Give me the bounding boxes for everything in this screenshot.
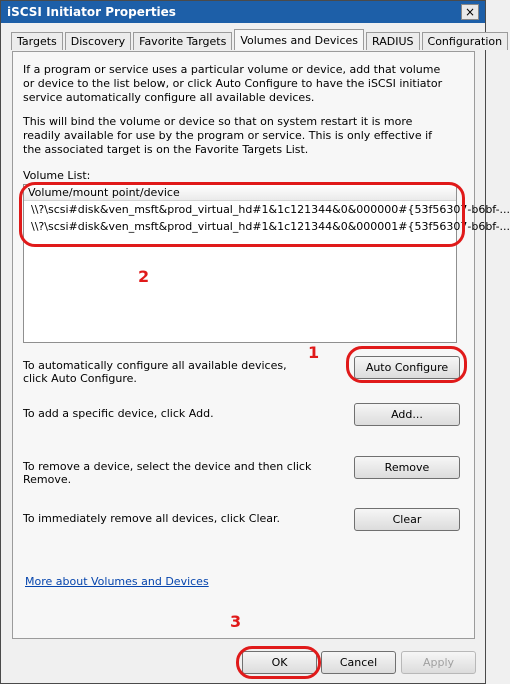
more-about-volumes-link[interactable]: More about Volumes and Devices	[25, 575, 209, 588]
volume-list-column-header[interactable]: Volume/mount point/device	[24, 185, 456, 201]
annotation-marker-2: 2	[138, 267, 150, 286]
tab-discovery[interactable]: Discovery	[65, 32, 131, 50]
apply-button[interactable]: Apply	[401, 651, 476, 674]
intro-paragraph: If a program or service uses a particular volume or device, add that volume or device to the list below, or click Auto Configure to have the iSCSI initiator service automatically configure all available devices.	[23, 63, 443, 104]
auto-configure-text: To automatically configure all available devices, click Auto Configure.	[23, 359, 287, 385]
add-text: To add a specific device, click Add.	[23, 407, 214, 420]
tab-strip	[11, 32, 510, 51]
remove-button[interactable]: Remove	[354, 456, 460, 479]
close-button[interactable]	[461, 4, 479, 20]
clear-text: To immediately remove all devices, click Clear.	[23, 512, 281, 525]
annotation-oval-auto-configure	[346, 346, 467, 383]
clear-button[interactable]: Clear	[354, 508, 460, 531]
remove-text: To remove a device, select the device and then click Remove.	[23, 460, 312, 486]
auto-configure-button[interactable]: Auto Configure	[354, 356, 460, 379]
window-title: iSCSI Initiator Properties	[7, 5, 176, 19]
add-button[interactable]: Add...	[354, 403, 460, 426]
cancel-button[interactable]: Cancel	[321, 651, 396, 674]
list-item[interactable]: \\?\scsi#disk&ven_msft&prod_virtual_hd#1&1c121344&0&000001#{53f56307-b6bf-...	[31, 220, 510, 233]
list-item[interactable]: \\?\scsi#disk&ven_msft&prod_virtual_hd#1&1c121344&0&000000#{53f56307-b6bf-...	[31, 203, 510, 216]
annotation-oval-ok	[236, 646, 321, 679]
annotation-oval-volume-list	[19, 182, 510, 247]
tab-volumes-and-devices[interactable]: Volumes and Devices	[234, 29, 364, 50]
tab-radius[interactable]: RADIUS	[366, 32, 419, 50]
close-icon: ×	[464, 5, 476, 19]
tab-favorite-targets[interactable]: Favorite Targets	[133, 32, 232, 50]
annotation-marker-3: 3	[230, 612, 242, 631]
annotation-marker-1: 1	[308, 343, 320, 362]
title-bar	[1, 1, 485, 23]
tab-targets[interactable]: Targets	[11, 32, 63, 50]
tab-configuration[interactable]: Configuration	[422, 32, 509, 50]
ok-button[interactable]: OK	[242, 651, 317, 674]
bind-paragraph: This will bind the volume or device so that on system restart it is more readily available for use by the program or service. This is only effective if the associated target is on the Favorite Targets List.	[23, 115, 433, 156]
volume-list-label: Volume List:	[23, 169, 91, 182]
volumes-and-devices-panel	[12, 51, 510, 639]
